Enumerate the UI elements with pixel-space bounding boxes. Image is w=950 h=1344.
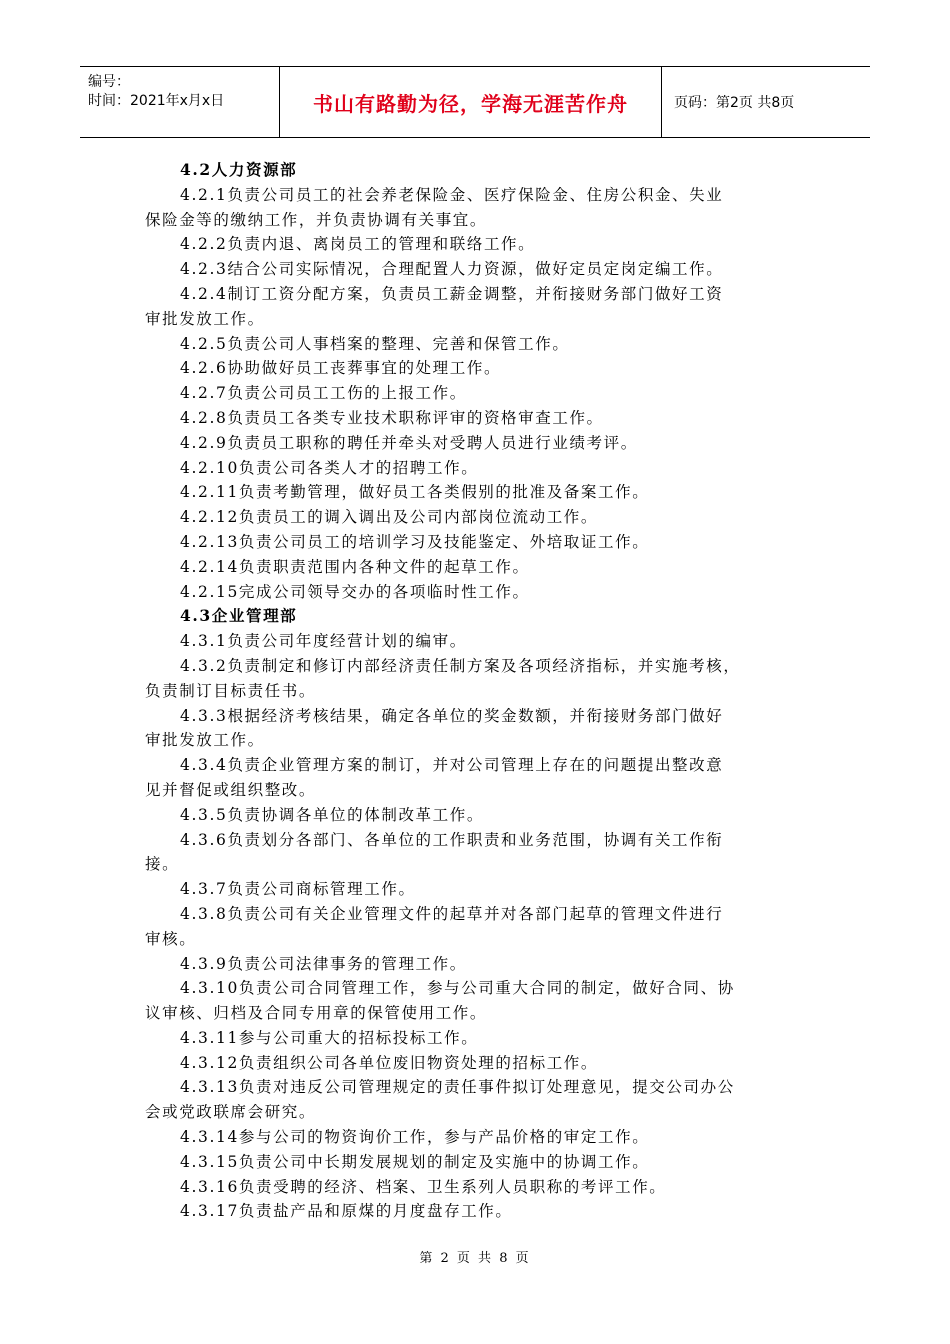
paragraph-line: 4.3.5负责协调各单位的体制改革工作。: [180, 805, 484, 824]
paragraph-line: 4.3.8负责公司有关企业管理文件的起草并对各部门起草的管理文件进行: [180, 904, 724, 923]
paragraph-line: 4.3.3根据经济考核结果，确定各单位的奖金数额，并衔接财务部门做好: [180, 706, 724, 725]
paragraph-line: 4.2.15完成公司领导交办的各项临时性工作。: [180, 582, 530, 601]
paragraph-line: 见并督促或组织整改。: [145, 780, 317, 799]
paragraph-line: 会或党政联席会研究。: [145, 1103, 317, 1122]
paragraph-line: 4.3.13负责对违反公司管理规定的责任事件拟订处理意见，提交公司办公: [180, 1078, 735, 1097]
paragraph-line: 负责制订目标责任书。: [145, 681, 317, 700]
paragraph-line: 4.2.4制订工资分配方案，负责员工薪金调整，并衔接财务部门做好工资: [180, 284, 724, 303]
paragraph-line: 议审核、归档及合同专用章的保管使用工作。: [145, 1004, 488, 1023]
paragraph-line: 接。: [145, 855, 180, 874]
paragraph-line: 4.2.1负责公司员工的社会养老保险金、医疗保险金、住房公积金、失业: [180, 185, 724, 204]
paragraph-line: 4.3.15负责公司中长期发展规划的制定及实施中的协调工作。: [180, 1152, 650, 1171]
paragraph-line: 4.2.5负责公司人事档案的整理、完善和保管工作。: [180, 334, 570, 353]
page-footer: 第 2 页 共 8 页: [419, 1251, 531, 1266]
paragraph-line: 4.2.7负责公司员工工伤的上报工作。: [180, 384, 467, 403]
paragraph-line: 4.2.3结合公司实际情况，合理配置人力资源，做好定员定岗定编工作。: [180, 260, 724, 279]
paragraph-line: 4.3.2负责制定和修订内部经济责任制方案及各项经济指标，并实施考核，: [180, 656, 741, 675]
paragraph-line: 4.3.11参与公司重大的招标投标工作。: [180, 1028, 479, 1047]
header-page-label: 页码：第2页 共8页: [674, 95, 795, 111]
paragraph-line: 4.3.4负责企业管理方案的制订，并对公司管理上存在的问题提出整改意: [180, 756, 724, 775]
paragraph-line: 4.2.9负责员工职称的聘任并牵头对受聘人员进行业绩考评。: [180, 433, 638, 452]
paragraph-line: 保险金等的缴纳工作，并负责协调有关事宜。: [145, 210, 488, 229]
paragraph-line: 4.2.13负责公司员工的培训学习及技能鉴定、外培取证工作。: [180, 532, 650, 551]
paragraph-line: 4.2.8负责员工各类专业技术职称评审的资格审查工作。: [180, 408, 604, 427]
paragraph-line: 4.3.6负责划分各部门、各单位的工作职责和业务范围，协调有关工作衔: [180, 830, 724, 849]
document-number-label: 编号：: [88, 74, 130, 90]
document-date-label: 时间：2021年x月x日: [88, 93, 225, 109]
paragraph-line: 4.3.7负责公司商标管理工作。: [180, 880, 416, 899]
section-heading: 4.3企业管理部: [180, 606, 298, 626]
paragraph-line: 4.3.16负责受聘的经济、档案、卫生系列人员职称的考评工作。: [180, 1177, 667, 1196]
paragraph-line: 4.3.12负责组织公司各单位废旧物资处理的招标工作。: [180, 1053, 599, 1072]
section-heading: 4.2人力资源部: [180, 160, 298, 179]
document-body: [145, 158, 805, 1224]
paragraph-line: 审批发放工作。: [145, 731, 265, 750]
paragraph-line: 4.2.14负责职责范围内各种文件的起草工作。: [180, 557, 530, 576]
paragraph-line: 4.3.17负责盐产品和原煤的月度盘存工作。: [180, 1202, 513, 1221]
header-meta: [80, 67, 280, 137]
paragraph-line: 4.3.1负责公司年度经营计划的编审。: [180, 632, 467, 651]
page-header: [80, 66, 870, 138]
paragraph-line: 4.3.14参与公司的物资询价工作，参与产品价格的审定工作。: [180, 1128, 650, 1147]
paragraph-line: 审核。: [145, 929, 197, 948]
paragraph-line: 4.2.10负责公司各类人才的招聘工作。: [180, 458, 479, 477]
paragraph-line: 4.2.2负责内退、离岗员工的管理和联络工作。: [180, 235, 536, 254]
paragraph-line: 审批发放工作。: [145, 309, 265, 328]
paragraph-line: 4.2.6协助做好员工丧葬事宜的处理工作。: [180, 359, 502, 378]
paragraph-line: 4.2.11负责考勤管理，做好员工各类假别的批准及备案工作。: [180, 483, 650, 502]
paragraph-line: 4.3.10负责公司合同管理工作，参与公司重大合同的制定，做好合同、协: [180, 979, 735, 998]
header-motto: 书山有路勤为径，学海无涯苦作舟: [280, 67, 662, 137]
paragraph-line: 4.2.12负责员工的调入调出及公司内部岗位流动工作。: [180, 508, 599, 527]
paragraph-line: 4.3.9负责公司法律事务的管理工作。: [180, 954, 467, 973]
